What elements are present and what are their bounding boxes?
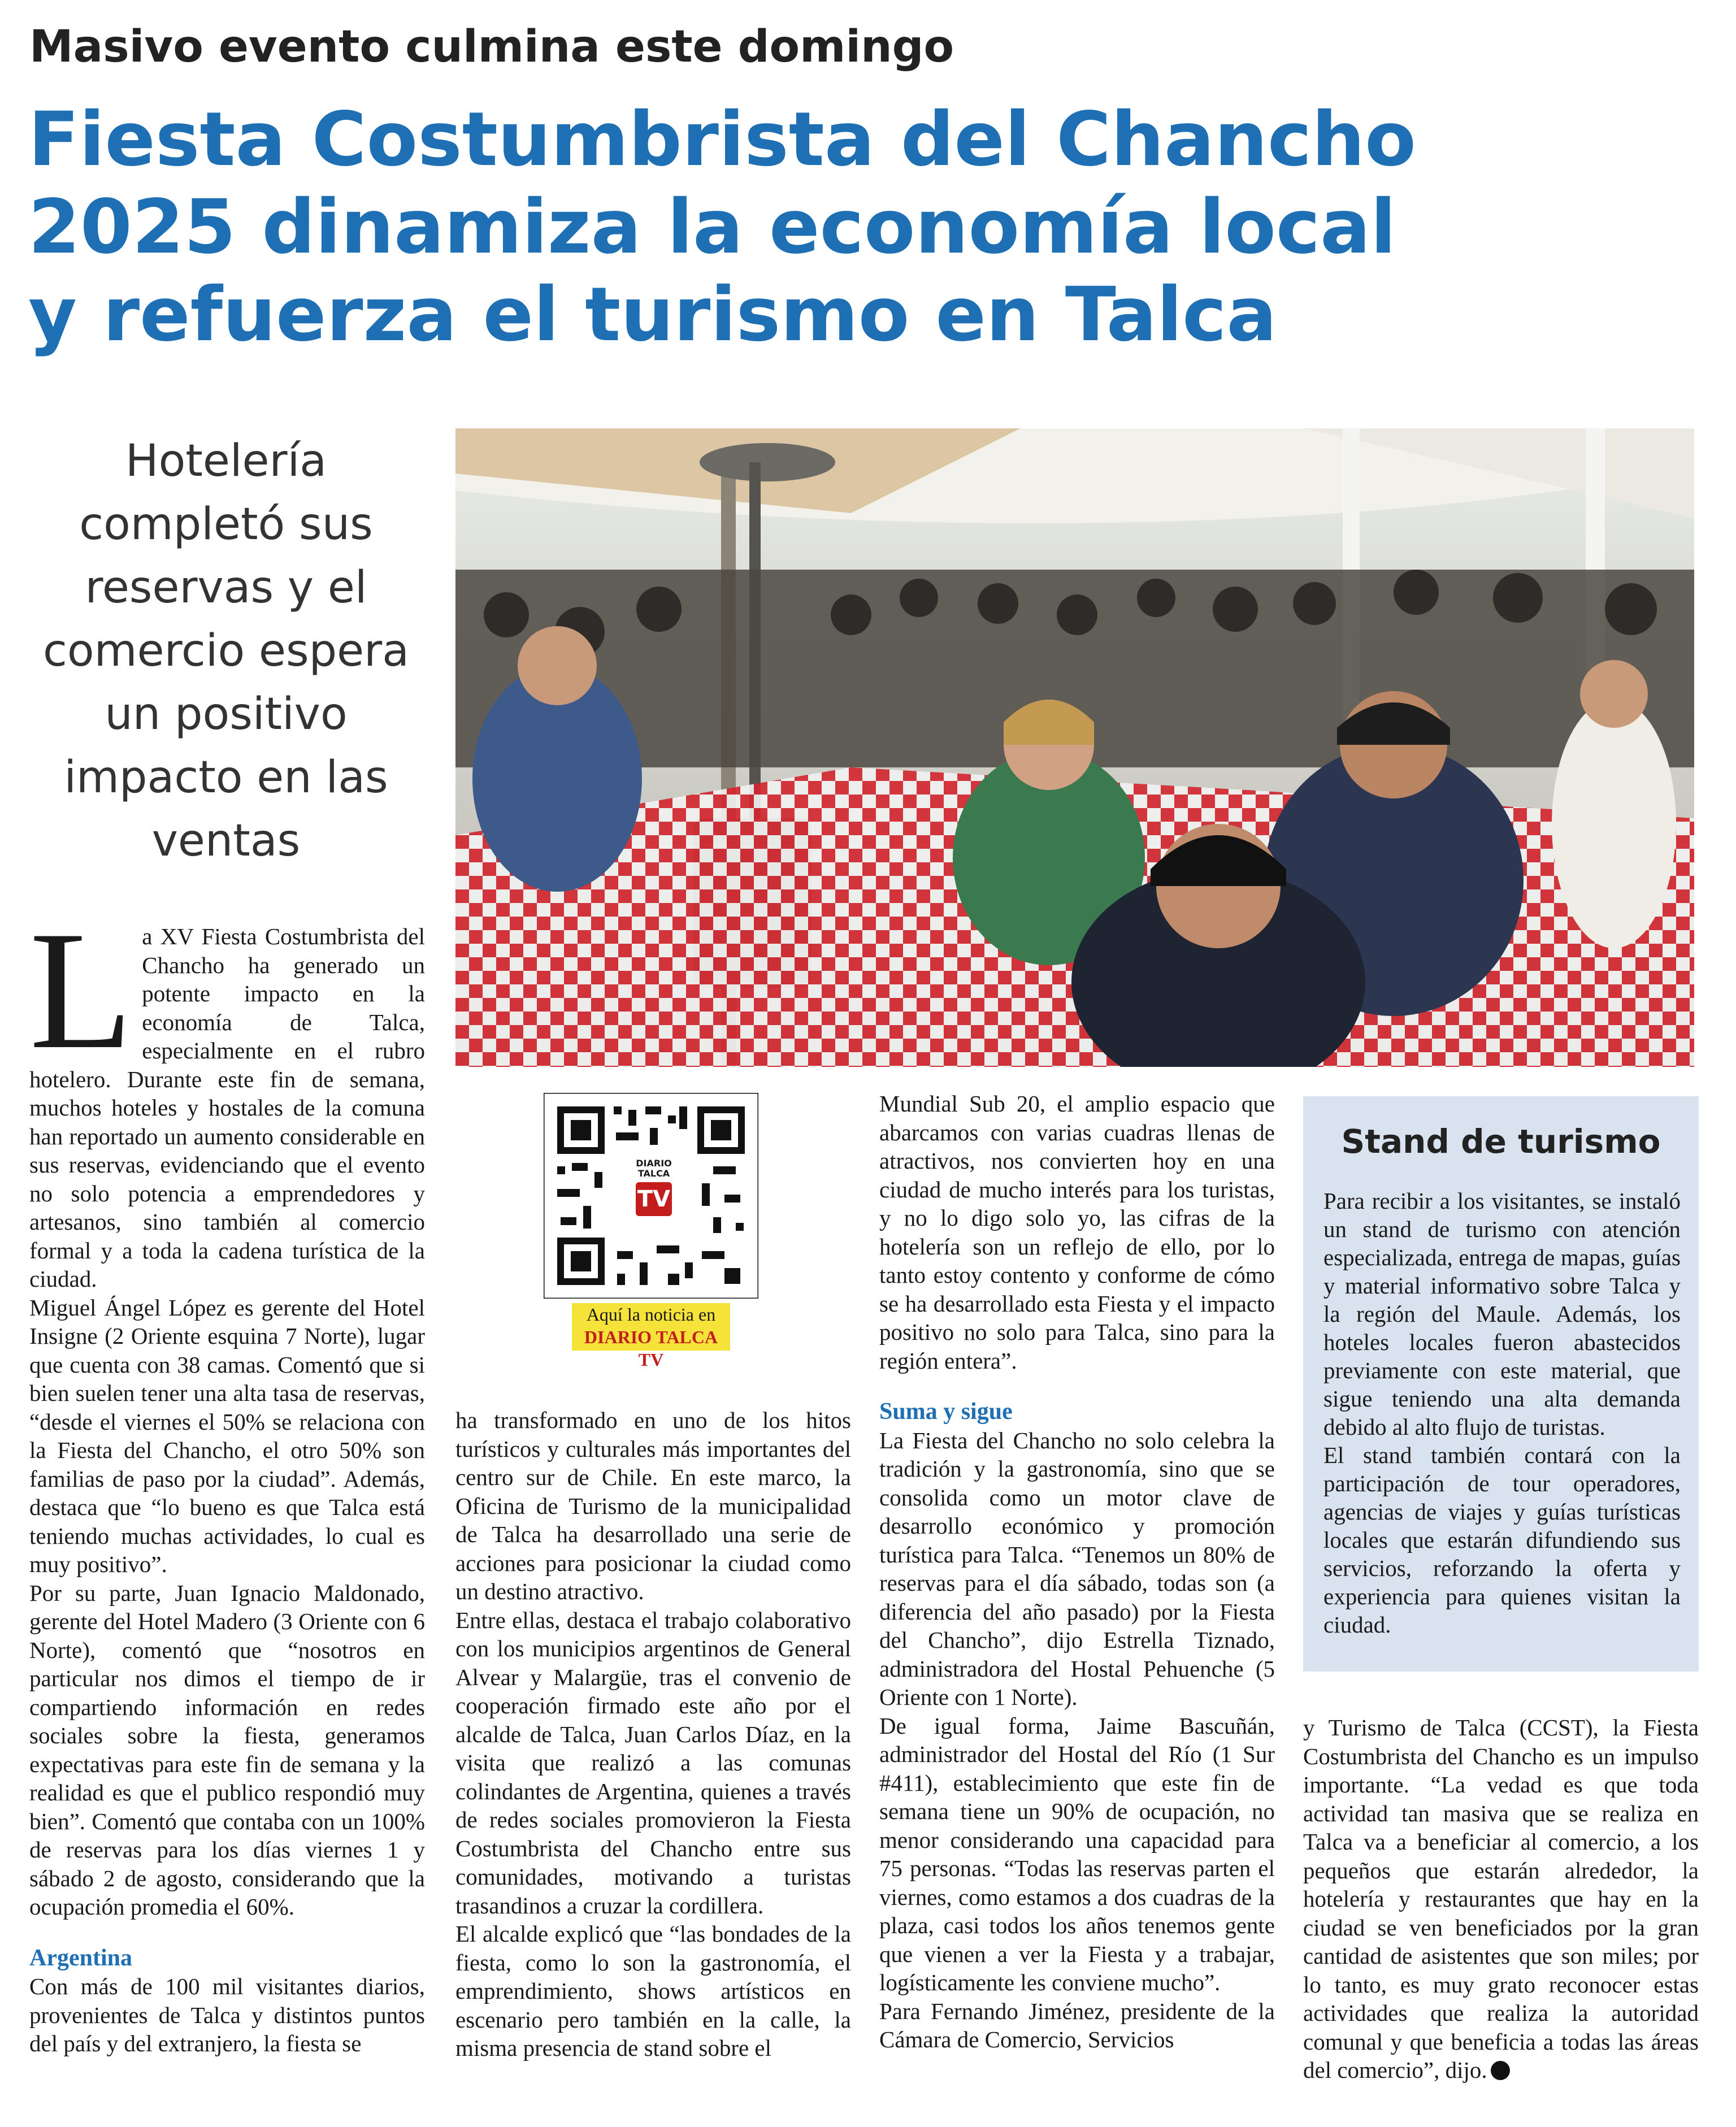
article-column-4 <box>1303 1713 1699 2085</box>
article-paragraph: Mundial Sub 20, el amplio espacio que abarcamos con varias cuadras llenas de atractivos, nos convierten hoy en una ciudad de mucho interés para los turistas, y no lo digo solo yo, las cifras de la hotelería son un reflejo de ello, por lo tanto estoy contento y conforme de cómo se ha desarrollado esta Fiesta y el impacto positivo no solo para Talca, sino para la región entera”. <box>879 1091 1275 1374</box>
deck-line: reservas y el <box>85 562 367 613</box>
qr-code[interactable] <box>544 1093 758 1299</box>
headline-line: Fiesta Costumbrista del Chancho <box>28 96 1416 183</box>
article-paragraph: Con más de 100 mil visitantes diarios, provenientes de Talca y distintos puntos del país y del extranjero, la fiesta se <box>29 1973 425 2056</box>
qr-code-box[interactable] <box>544 1093 758 1370</box>
headline-line: 2025 dinamiza la economía local <box>28 184 1396 271</box>
article-paragraph: Entre ellas, destaca el trabajo colaborativo con los municipios argentinos de General Alvear y Malargüe, tras el convenio de cooperación firmado este año por el alcalde de Talca, Juan Carlos Díaz, en la visita que realizó a las comunas colindantes de Argentina, quienes a través de redes sociales promovieron la Fiesta Costumbrista del Chancho entre sus comunidades, motivando a turistas trasandinos a cruzar la cordillera. <box>455 1607 851 1918</box>
deck-line: ventas <box>151 815 301 866</box>
sidebar-title: Stand de turismo <box>1341 1122 1661 1161</box>
headline <box>28 96 1554 359</box>
article-paragraph: Por su parte, Juan Ignacio Maldonado, gerente del Hotel Madero (3 Oriente con 6 Norte), comentó que “nosotros en particular nos dimos el tiempo de ir compartiendo información en redes sociales sobre la fiesta, generamos expectativas para este fin de semana y la realidad es que el publico respondió muy bien”. Comentó que contaba con un 100% de reservas para los días viernes 1 y sábado 2 de agosto, considerando que la ocupación promedia el 60%. <box>29 1579 425 1920</box>
crowd-photo <box>455 428 1694 1067</box>
article-paragraph: El alcalde explicó que “las bondades de la fiesta, como lo son la gastronomía, el emprendimiento, shows artísticos en escenario pero también en la calle, la misma presencia de stand sobre el <box>455 1921 851 2061</box>
crowd-photo-illustration <box>455 428 1694 1067</box>
subheading-argentina: Argentina <box>29 1944 132 1971</box>
article-column-1 <box>29 896 425 2058</box>
deck-line: impacto en las <box>64 752 388 803</box>
article-column-2 <box>455 1406 851 2063</box>
article-paragraph: y Turismo de Talca (CCST), la Fiesta Costumbrista del Chancho es un impulso importante. “La vedad es que toda actividad tan masiva que se realiza en Talca va a beneficiar al comercio, a los pequeños que estarán alrededor, la hotelería y restaurantes que hay en la ciudad se ven beneficiados por la gran cantidad de asistentes que son miles; por lo tanto, es muy grato reconocer estas actividades que realiza la autoridad comunal y que beneficia a todas las áreas del comercio”, dijo. <box>1303 1714 1699 2083</box>
qr-caption[interactable]: Aquí la noticia en DIARIO TALCA TV <box>572 1303 730 1351</box>
sidebar-paragraph: El stand también contará con la participación de tour operadores, agencias de viajes y guías turísticas locales que estarán difundiendo sus servicios, reforzando la oferta y experiencia para quienes visitan la ciudad. <box>1323 1442 1681 1638</box>
article-paragraph: De igual forma, Jaime Bascuñán, administrador del Hostal del Río (1 Sur #411), establecimiento que este fin de semana tiene un 90% de ocupación, no menor considerando una capacidad para 75 personas. “Todas las reservas parten el viernes, como estamos a dos cuadras de la plaza, casi todos los años tenemos gente que vienen a ver la Fiesta y a trabajar, logísticamente les conviene mucho”. <box>879 1712 1275 1995</box>
dropcap: L <box>29 896 133 1084</box>
sidebar-paragraph: Para recibir a los visitantes, se instaló un stand de turismo con atención especializada, entrega de mapas, guías y material informativo sobre Talca y la región del Maule. Además, los hoteles locales fueron abastecidos previamente con este material, que sigue teniendo una alta demanda debido al alto flujo de turistas. <box>1323 1188 1681 1440</box>
article-paragraph: La XV Fiesta Costumbrista del Chancho ha generado un potente impacto en la economía de Talca, especialmente en el rubro hotelero. Durante este fin de semana, muchos hoteles y hostales de la comuna han reportado un aumento considerable en sus reservas, evidenciando que el evento no solo potencia a emprendedores y artesanos, sino también al comercio formal y a toda la cadena turística de la ciudad. <box>29 896 425 1292</box>
deck-line: comercio espera <box>43 626 409 676</box>
article-column-3 <box>879 1089 1275 2054</box>
deck-line: un positivo <box>105 689 348 740</box>
article-paragraph: Para Fernando Jiménez, presidente de la Cámara de Comercio, Servicios <box>879 1998 1275 2052</box>
deck-line: completó sus <box>79 499 373 550</box>
kicker: Masivo evento culmina este domingo <box>29 21 954 72</box>
sidebar-stand-de-turismo <box>1303 1096 1699 1672</box>
deck-line: Hotelería <box>125 436 327 487</box>
tv-logo-icon: TV <box>636 1182 672 1216</box>
headline-line: y refuerza el turismo en Talca <box>28 271 1277 358</box>
end-mark-icon <box>1491 2061 1510 2080</box>
article-paragraph: ha transformado en uno de los hitos turísticos y culturales más importantes del centro sur de Chile. En este marco, la Oficina de Turismo de la municipalidad de Talca ha desarrollado una serie de acciones para posicionar la ciudad como un destino atractivo. <box>455 1407 851 1604</box>
article-paragraph: Miguel Ángel López es gerente del Hotel Insigne (2 Oriente esquina 7 Norte), lugar que cuenta con 38 camas. Comentó que si bien suelen tener una alta tasa de reservas, “desde el viernes el 50% se relaciona con la Fiesta del Chancho, el otro 50% son familias de paso por la ciudad”. Además, destaca que “lo bueno es que Talca está teniendo muchas actividades, lo cual es muy positivo”. <box>29 1294 425 1577</box>
article-paragraph: La Fiesta del Chancho no solo celebra la tradición y la gastronomía, sino que se consolida como un motor clave de desarrollo económico y promoción turística para Talca. “Tenemos un 80% de reservas para el día sábado, todas son (a diferencia del año pasado) por la Fiesta del Chancho”, dijo Estrella Tiznado, administradora del Hostal Pehuenche (5 Oriente con 1 Norte). <box>879 1427 1275 1710</box>
qr-logo: DIARIO TALCA TV <box>623 1158 685 1216</box>
deck <box>28 429 424 872</box>
sidebar-body <box>1323 1187 1681 1639</box>
subheading-suma-y-sigue: Suma y sigue <box>879 1399 1013 1425</box>
